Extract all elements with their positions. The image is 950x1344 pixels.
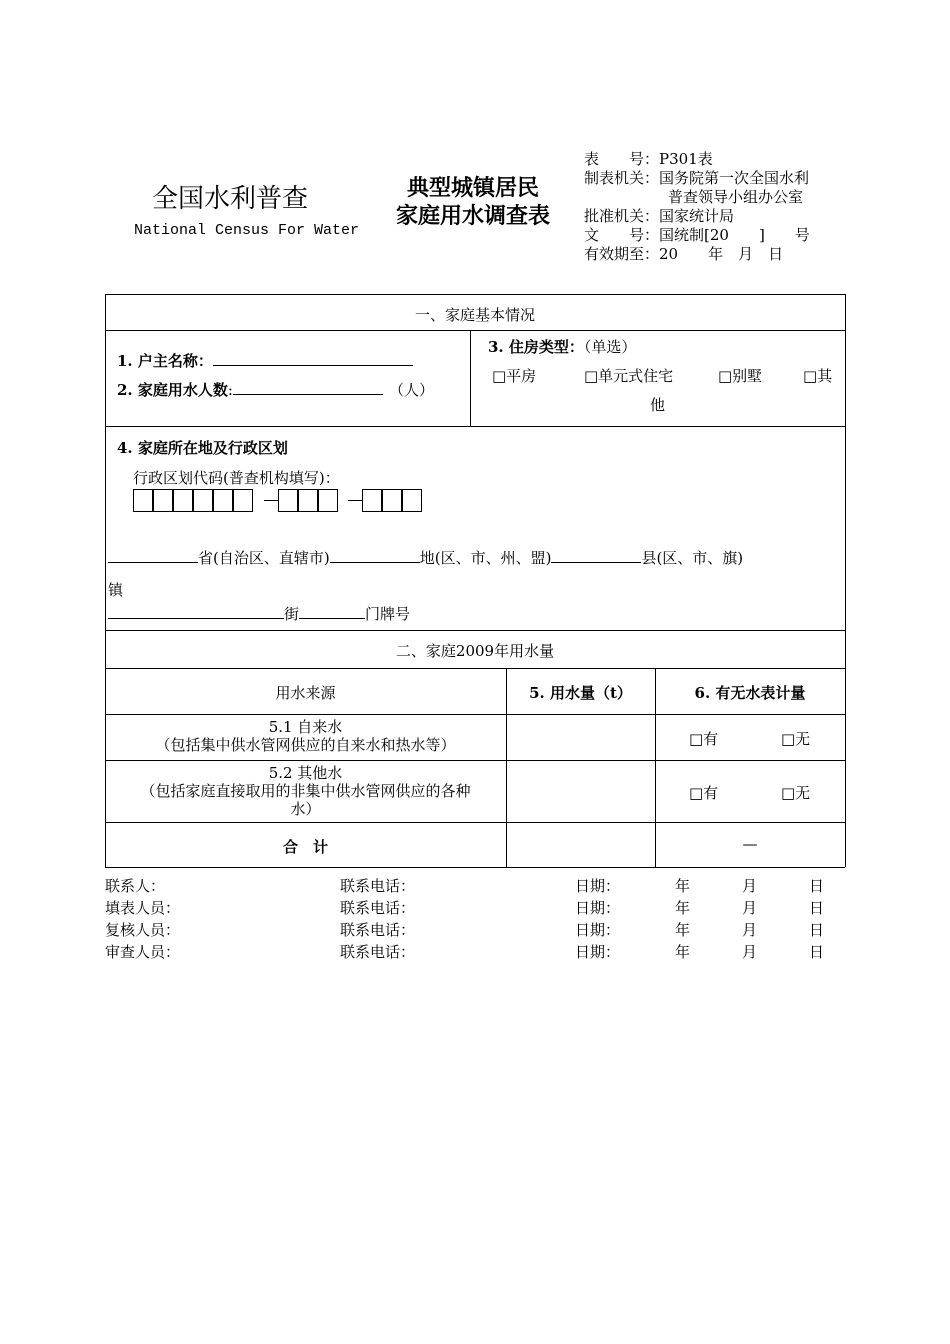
footer-role-3: 审查人员： — [105, 943, 181, 961]
total-amount-field[interactable] — [507, 823, 654, 866]
county-field[interactable] — [551, 547, 641, 563]
housing-type-row — [488, 336, 636, 357]
approver-label: 批准机关： — [584, 207, 660, 225]
form-no-label: 表 号： — [584, 150, 660, 168]
footer-month-2: 月 — [742, 921, 758, 939]
other-water-amount-field[interactable] — [507, 761, 654, 821]
footer-month-0: 月 — [742, 877, 758, 895]
water-users-field[interactable] — [233, 379, 383, 395]
province-field[interactable] — [108, 547, 198, 563]
footer-day-3: 日 — [809, 943, 825, 961]
location-label: 4. 家庭所在地及行政区划 — [117, 439, 288, 457]
housing-opt-villa[interactable]: □别墅 — [718, 367, 763, 385]
col-source-header: 用水来源 — [275, 684, 336, 702]
footer-phone-3: 联系电话： — [340, 943, 416, 961]
tap-water-meter-yes[interactable]: □有 — [689, 730, 719, 748]
footer-day-2: 日 — [809, 921, 825, 939]
tap-water-name: 5.1 自来水 — [268, 718, 343, 736]
prefecture-label: 地(区、市、州、盟) — [419, 549, 552, 567]
tap-water-desc: （包括集中供水管网供应的自来水和热水等） — [155, 736, 456, 754]
footer-date-1: 日期： — [575, 899, 621, 917]
col-meter-header: 6. 有无水表计量 — [694, 684, 806, 702]
housing-opt-apartment[interactable]: □单元式住宅 — [584, 367, 674, 385]
other-water-name: 5.2 其他水 — [268, 764, 343, 782]
other-water-desc-line2: 水） — [290, 800, 321, 818]
householder-name-field[interactable] — [213, 350, 413, 366]
form-title — [378, 175, 568, 231]
footer-month-1: 月 — [742, 899, 758, 917]
footer-date-0: 日期： — [575, 877, 621, 895]
housing-opt-other-cont: 他 — [650, 396, 666, 414]
housing-type-label: 3. 住房类型： — [488, 338, 584, 356]
footer-phone-1: 联系电话： — [340, 899, 416, 917]
door-label: 门牌号 — [365, 605, 411, 623]
footer-phone-0: 联系电话： — [340, 877, 416, 895]
section1-title: 一、家庭基本情况 — [414, 306, 535, 324]
householder-label: 1. 户主名称： — [117, 352, 213, 370]
footer-date-2: 日期： — [575, 921, 621, 939]
tap-water-meter-no[interactable]: □无 — [781, 730, 811, 748]
approver-value: 国家统计局 — [659, 207, 735, 225]
footer-role-0: 联系人： — [105, 877, 166, 895]
footer-day-1: 日 — [809, 899, 825, 917]
tap-water-row — [105, 718, 506, 754]
doc-no-label: 文 号： — [584, 226, 660, 244]
code-label: 行政区划代码(普查机构填写)： — [133, 469, 340, 487]
town-label: 镇 — [108, 581, 124, 599]
footer-year-3: 年 — [675, 943, 691, 961]
footer-role-2: 复核人员： — [105, 921, 181, 939]
form-title-line1: 典型城镇居民 — [406, 176, 539, 201]
maker-label: 制表机关： — [584, 169, 660, 187]
water-users-label: 2. 家庭用水人数 — [117, 381, 228, 399]
tap-water-amount-field[interactable] — [507, 715, 654, 759]
valid-value: 20 年 月 日 — [659, 245, 784, 263]
housing-type-note: （单选） — [583, 338, 637, 356]
maker-value-line2: 普查领导小组办公室 — [668, 188, 804, 206]
householder-row — [117, 350, 413, 371]
housing-opt-bungalow[interactable]: □平房 — [492, 367, 537, 385]
water-users-colon: : — [227, 381, 233, 399]
footer-date-3: 日期： — [575, 943, 621, 961]
col-amount-header: 5. 用水量（t） — [529, 684, 632, 702]
footer-role-1: 填表人员： — [105, 899, 181, 917]
county-label: 县(区、市、旗) — [641, 549, 744, 567]
maker-value-line1: 国务院第一次全国水利 — [659, 169, 810, 187]
footer-year-2: 年 — [675, 921, 691, 939]
water-users-unit: （人） — [388, 381, 434, 399]
doc-no-value: 国统制[20 ] 号 — [659, 226, 810, 244]
address-line1 — [108, 547, 743, 568]
census-title: 全国水利普查 — [152, 184, 309, 214]
total-label: 合 计 — [282, 838, 328, 856]
other-water-row — [105, 764, 506, 818]
address-line2 — [108, 603, 410, 624]
housing-opt-other[interactable]: □其 — [803, 367, 833, 385]
prefecture-field[interactable] — [330, 547, 420, 563]
footer-month-3: 月 — [742, 943, 758, 961]
province-label: 省(自治区、直辖市) — [198, 549, 330, 567]
form-no-value: P301表 — [659, 150, 713, 168]
footer-phone-2: 联系电话： — [340, 921, 416, 939]
water-users-row — [117, 379, 434, 400]
footer-year-1: 年 — [675, 899, 691, 917]
other-water-meter-no[interactable]: □无 — [781, 784, 811, 802]
census-subtitle: National Census For Water — [134, 222, 360, 239]
other-water-meter-yes[interactable]: □有 — [689, 784, 719, 802]
footer-year-0: 年 — [675, 877, 691, 895]
valid-label: 有效期至： — [584, 245, 660, 263]
total-meter: — — [742, 835, 758, 853]
door-field[interactable] — [299, 603, 365, 619]
other-water-desc-line1: （包括家庭直接取用的非集中供水管网供应的各种 — [140, 782, 471, 800]
footer-day-0: 日 — [809, 877, 825, 895]
street-field[interactable] — [108, 603, 284, 619]
section2-title: 二、家庭2009年用水量 — [395, 642, 555, 660]
form-title-line2: 家庭用水调查表 — [395, 204, 550, 229]
street-label: 街 — [284, 605, 300, 623]
